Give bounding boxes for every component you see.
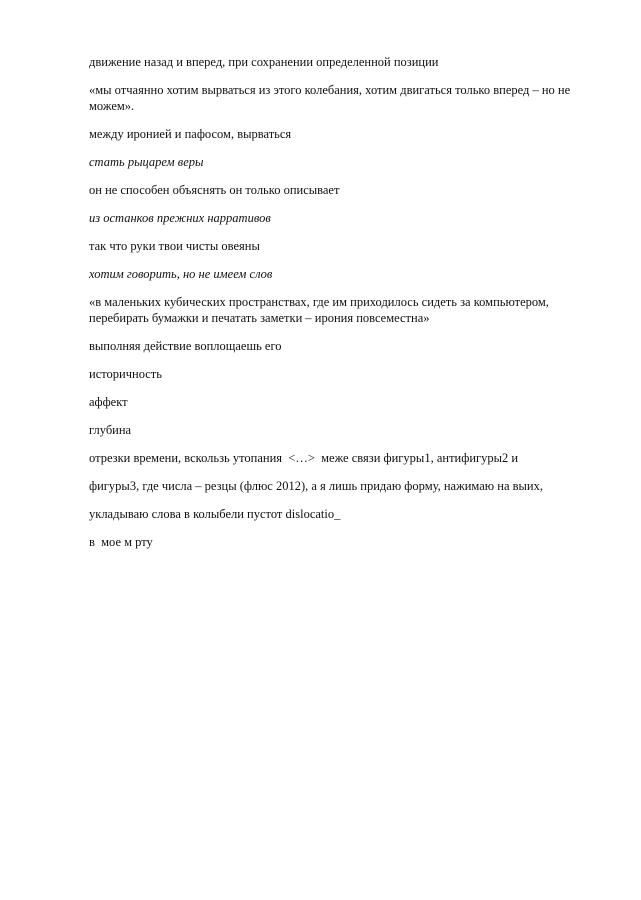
paragraph: между иронией и пафосом, вырваться [89, 127, 292, 141]
paragraph: «в маленьких кубических пространствах, где им приходилось сидеть за компьютером, перебирать бумажки и печатать заметки – ирония повсеместна» [89, 295, 553, 325]
paragraph: «мы отчаянно хотим вырваться из этого колебания, хотим двигаться только вперед – но не можем». [89, 83, 574, 113]
document-body [89, 54, 609, 562]
paragraph: укладываю слова в колыбели пустот dislocatio_ [89, 507, 341, 521]
paragraph: историчность [89, 367, 162, 381]
paragraph: глубина [89, 423, 132, 437]
paragraph: аффект [89, 395, 128, 409]
paragraph: так что руки твои чисты овеяны [89, 239, 260, 253]
paragraph: в мое м рту [89, 535, 153, 549]
paragraph-italic: из останков прежних нарративов [89, 211, 271, 225]
paragraph: движение назад и вперед, при сохранении определенной позиции [89, 55, 439, 69]
paragraph-italic: хотим говорить, но не имеем слов [89, 267, 273, 281]
paragraph: фигуры3, где числа – резцы (флюс 2012), а я лишь придаю форму, нажимаю на выих, [89, 479, 543, 493]
paragraph: выполняя действие воплощаешь его [89, 339, 282, 353]
paragraph: он не способен объяснять он только описывает [89, 183, 340, 197]
paragraph: отрезки времени, вскользь утопания <…> меже связи фигуры1, антифигуры2 и [89, 451, 519, 465]
paragraph-italic: стать рыцарем веры [89, 155, 204, 169]
